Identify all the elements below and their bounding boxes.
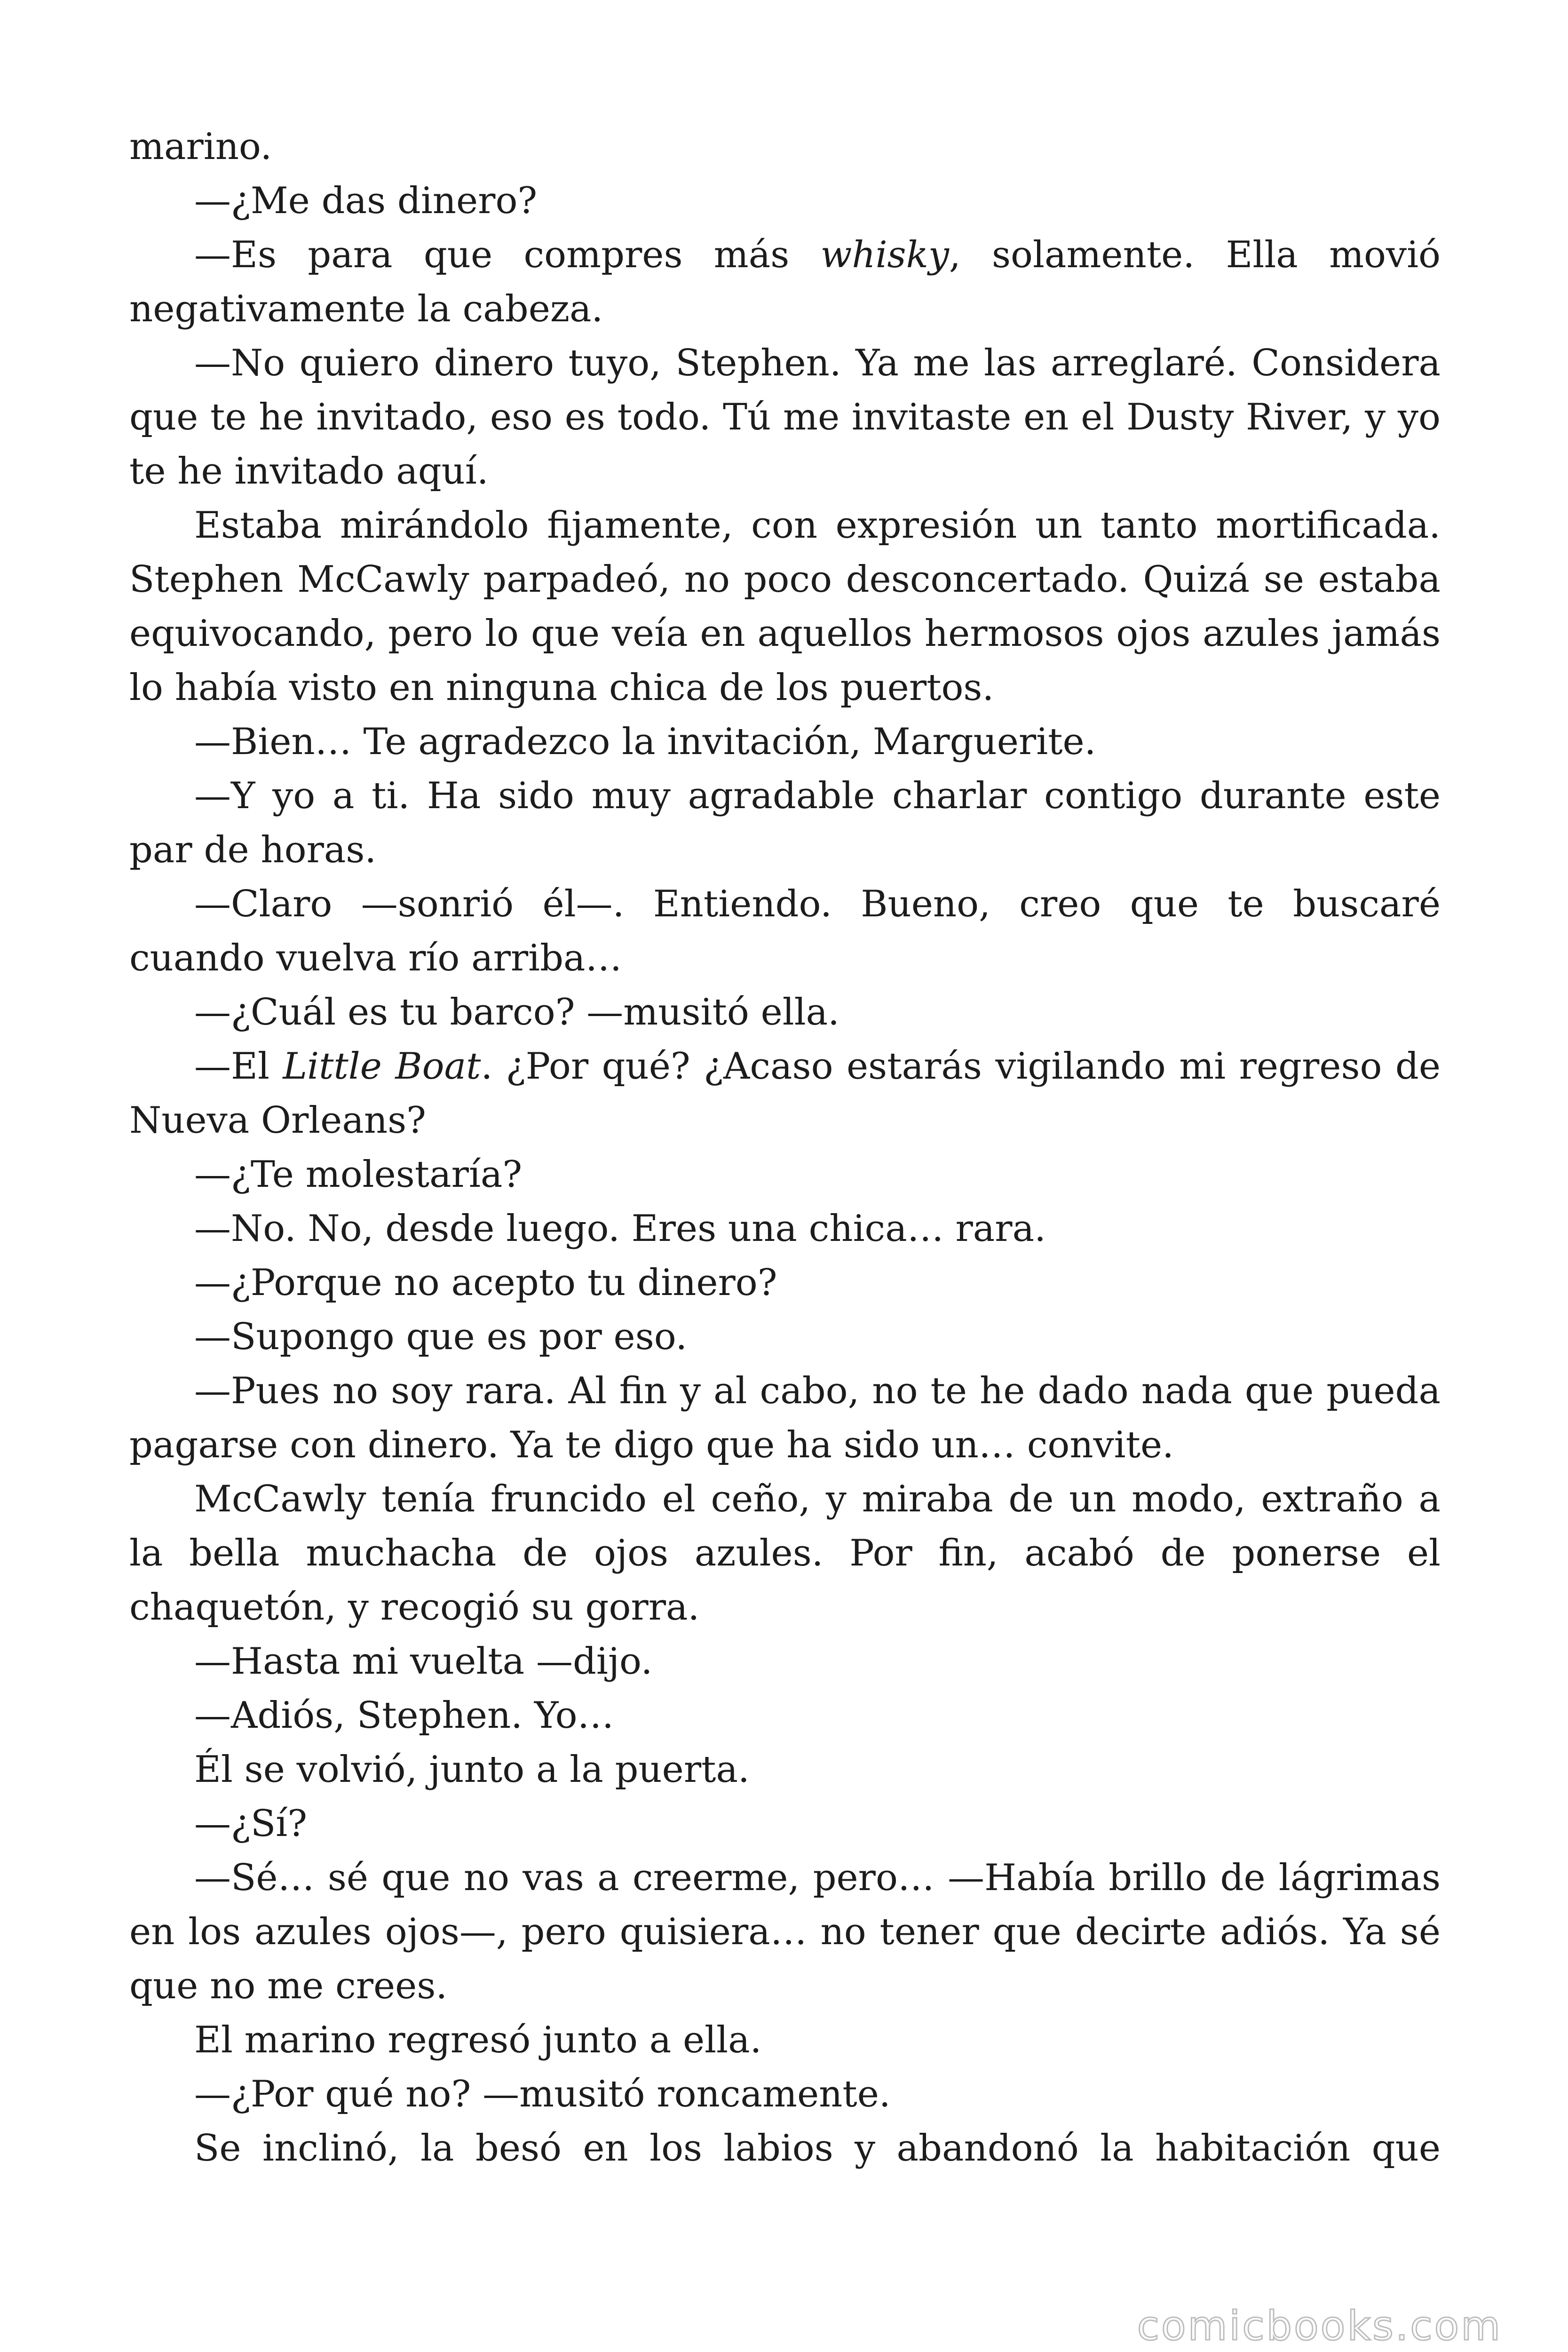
text-run: —Y yo a ti. Ha sido muy agradable charlar contigo durante este par de horas.: [129, 775, 1441, 871]
paragraph: [129, 120, 1441, 174]
paragraph: [129, 1689, 1441, 1743]
text-run: El marino regresó junto a ella.: [194, 2019, 762, 2061]
paragraph: [129, 1364, 1441, 1472]
paragraph: [129, 228, 1441, 336]
paragraph: [129, 877, 1441, 985]
text-run: Se inclinó, la besó en los labios y abandonó la habitación que: [194, 2127, 1441, 2169]
text-run: . ¿Por qué? ¿Acaso estarás vigilando mi regreso de Nueva Orleans?: [129, 1045, 1441, 1142]
text-run: Él se volvió, junto a la puerta.: [194, 1748, 750, 1791]
paragraph: [129, 715, 1441, 769]
text-run: —¿Porque no acepto tu dinero?: [194, 1262, 777, 1304]
paragraph: [129, 1310, 1441, 1364]
paragraph: [129, 2067, 1441, 2122]
paragraph: [129, 1256, 1441, 1310]
text-run: —Es para que compres más: [194, 234, 821, 276]
book-page-text: [129, 120, 1441, 2176]
watermark: comicbooks.com: [1137, 2303, 1502, 2350]
text-run: McCawly tenía fruncido el ceño, y miraba de un modo, extraño a la bella muchacha de ojos azules. Por fin, acabó de ponerse el chaquetón, y recogió su gorra.: [129, 1478, 1441, 1629]
text-run: Estaba mirándolo fijamente, con expresión un tanto mortificada. Stephen McCawly parpadeó, no poco desconcertado. Quizá se estaba equivocando, pero lo que veía en aquellos hermosos ojos azules jamás lo había visto en ninguna chica de los puertos.: [129, 504, 1441, 709]
text-run: —Sé… sé que no vas a creerme, pero… —Había brillo de lágrimas en los azules ojos—, pero quisiera… no tener que decirte adiós. Ya sé que no me crees.: [129, 1857, 1441, 2007]
text-run: —¿Por qué no? —musitó roncamente.: [194, 2073, 891, 2115]
paragraph: [129, 1851, 1441, 2013]
paragraph: [129, 985, 1441, 1040]
text-run: , solamente. Ella movió negativamente la cabeza.: [129, 234, 1441, 330]
paragraph: [129, 499, 1441, 715]
paragraph: [129, 2013, 1441, 2067]
text-run: —Hasta mi vuelta —dijo.: [194, 1640, 653, 1683]
paragraph: [129, 174, 1441, 228]
paragraph: [129, 1148, 1441, 1202]
italic-text: whisky: [820, 234, 949, 276]
text-run: —No quiero dinero tuyo, Stephen. Ya me las arreglaré. Considera que te he invitado, eso es todo. Tú me invitaste en el Dusty River, y yo te he invitado aquí.: [129, 342, 1441, 493]
paragraph: [129, 1202, 1441, 1256]
text-run: marino.: [129, 126, 272, 168]
text-run: —No. No, desde luego. Eres una chica… rara.: [194, 1208, 1046, 1250]
text-run: —¿Sí?: [194, 1803, 308, 1845]
text-run: —Supongo que es por eso.: [194, 1316, 688, 1358]
paragraph: [129, 336, 1441, 499]
text-run: —Bien… Te agradezco la invitación, Marguerite.: [194, 721, 1096, 763]
text-run: —¿Me das dinero?: [194, 180, 538, 222]
text-run: —El: [194, 1045, 283, 1088]
paragraph: [129, 1797, 1441, 1851]
paragraph: [129, 769, 1441, 877]
text-run: —¿Cuál es tu barco? —musitó ella.: [194, 991, 839, 1033]
paragraph: [129, 1472, 1441, 1635]
text-run: —Claro —sonrió él—. Entiendo. Bueno, creo que te buscaré cuando vuelva río arriba…: [129, 883, 1441, 979]
paragraph: [129, 2122, 1441, 2176]
text-run: —Pues no soy rara. Al fin y al cabo, no te he dado nada que pueda pagarse con dinero. Ya te digo que ha sido un… convite.: [129, 1370, 1441, 1466]
text-run: —Adiós, Stephen. Yo…: [194, 1694, 614, 1737]
paragraph: [129, 1743, 1441, 1797]
paragraph: [129, 1635, 1441, 1689]
italic-text: Little Boat: [283, 1045, 481, 1088]
paragraph: [129, 1040, 1441, 1148]
text-run: —¿Te molestaría?: [194, 1153, 523, 1196]
